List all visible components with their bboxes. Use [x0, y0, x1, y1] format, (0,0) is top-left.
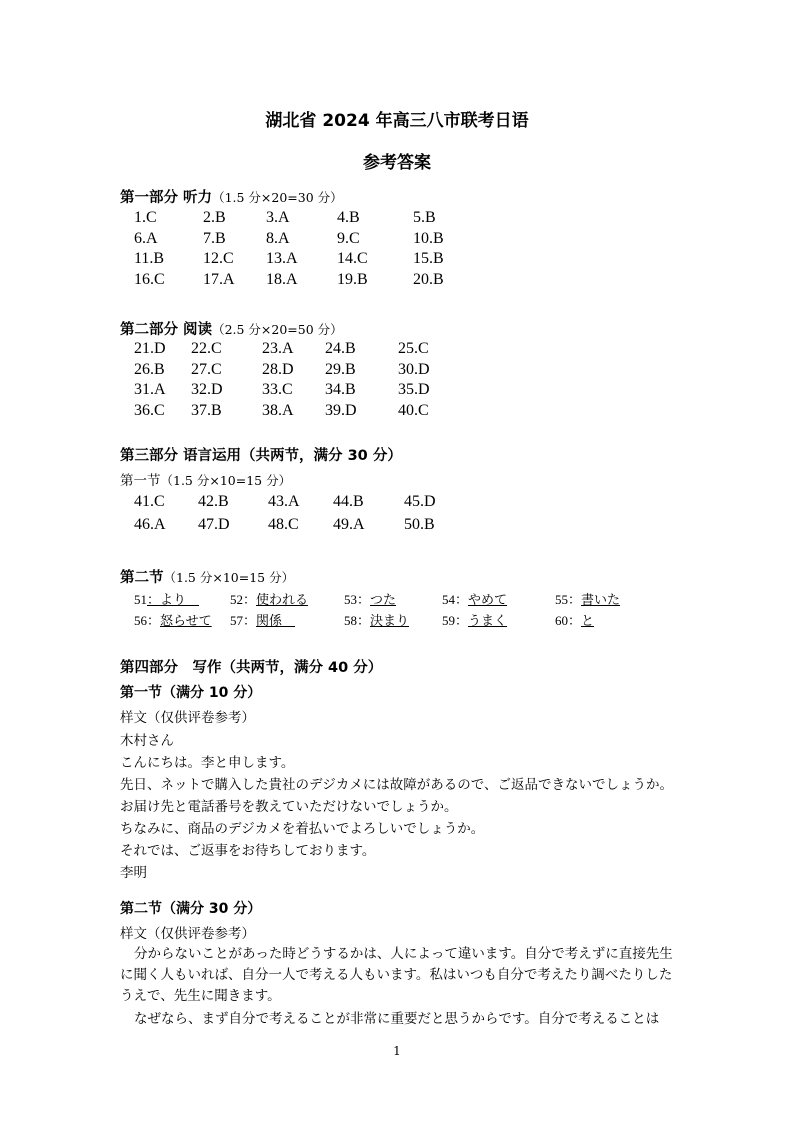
part3-sec2-title: 第二节 [120, 570, 164, 586]
blank-answer-item [442, 589, 507, 608]
blank-answer: 関係 [256, 613, 296, 628]
answer-item: 6.A [134, 229, 158, 247]
answer-item: 12.C [203, 250, 234, 268]
answer-item: 14.C [337, 250, 368, 268]
answer-item: 41.C [134, 493, 165, 510]
answer-item: 35.D [398, 381, 430, 399]
blank-answer: やめて [468, 592, 508, 607]
answer-item: 39.D [325, 402, 357, 420]
answer-item: 43.A [268, 493, 300, 510]
answer-item: 4.B [337, 209, 360, 226]
answer-item: 33.C [262, 381, 293, 399]
answer-item: 44.B [333, 493, 364, 510]
answer-item: 30.D [398, 360, 430, 378]
document-title: 湖北省 2024 年高三八市联考日语 [265, 111, 529, 131]
answer-item: 17.A [203, 271, 235, 289]
part1-heading [120, 186, 343, 207]
answer-item: 42.B [198, 493, 229, 510]
answer-item: 19.B [337, 271, 368, 289]
answer-item: 20.B [413, 271, 444, 289]
blank-number: 60： [555, 613, 582, 628]
part3-sec2-score-note: （1.5 分×10=15 分） [163, 570, 295, 585]
blank-number: 55： [555, 592, 582, 607]
answer-item: 46.A [134, 515, 166, 533]
answer-item: 34.B [325, 381, 356, 399]
part4-sec1-sample-label: 样文（仅供评卷参考） [120, 710, 255, 726]
blank-answer: つた [370, 592, 397, 607]
part1-title: 第一部分 听力 [120, 190, 213, 206]
answer-item: 2.B [203, 209, 226, 226]
blank-answer-item [344, 589, 396, 608]
part3-title: 第三部分 语言运用（共两节，满分 30 分） [120, 448, 402, 464]
part3-sec1-score-note: （1.5 分×10=15 分） [160, 473, 292, 488]
answer-item: 18.A [266, 271, 298, 289]
part4-sec1-heading: 第一节（满分 10 分） [120, 685, 262, 701]
blank-answer-item [134, 589, 199, 608]
answer-item: 47.D [198, 515, 230, 533]
answer-item: 3.A [266, 209, 290, 226]
blank-answer-item [344, 610, 409, 629]
answer-item: 37.B [191, 402, 222, 420]
answer-item: 36.C [134, 402, 165, 420]
blank-answer: と [581, 613, 595, 628]
answer-item: 7.B [203, 229, 226, 247]
answer-item: 40.C [398, 402, 429, 420]
part2-heading [120, 318, 343, 339]
letter-line: こんにちは。李と申します。 [120, 755, 295, 771]
answer-item: 1.C [134, 209, 157, 226]
answer-item: 26.B [134, 360, 165, 378]
blank-answer-item [230, 610, 295, 629]
blank-number: 57： [230, 613, 257, 628]
blank-number: 59： [442, 613, 469, 628]
blank-answer: 怒らせて [160, 613, 212, 628]
blank-number: 51 [134, 592, 147, 607]
essay-paragraph: なぜなら、まず自分で考えることが非常に重要だと思うからです。自分で考えることは [134, 1011, 660, 1027]
blank-number: 52： [230, 592, 257, 607]
letter-signature: 李明 [120, 865, 147, 881]
answer-item: 11.B [134, 250, 165, 268]
answer-item: 50.B [404, 515, 435, 533]
blank-answer: ：より [147, 592, 200, 607]
blank-answer: 書いた [581, 592, 621, 607]
blank-answer-item [134, 610, 212, 629]
answer-item: 8.A [266, 229, 290, 247]
answer-item: 29.B [325, 360, 356, 378]
part4-heading [120, 656, 382, 677]
blank-number: 53： [344, 592, 371, 607]
answer-item: 9.C [337, 229, 360, 247]
letter-line: それでは、ご返事をお待ちしております。 [120, 843, 376, 859]
answer-item: 48.C [268, 515, 299, 533]
answer-item: 22.C [191, 340, 222, 357]
letter-line: お届け先と電話番号を教えていただけないでしょうか。 [120, 799, 458, 815]
part3-heading [120, 444, 402, 465]
part3-sec1-heading [120, 469, 291, 489]
answer-item: 45.D [404, 493, 436, 510]
part4-sec2-sample-label: 样文（仅供评卷参考） [120, 926, 255, 942]
answer-item: 31.A [134, 381, 166, 399]
answer-item: 15.B [413, 250, 444, 268]
part2-score-note: （2.5 分×20=50 分） [212, 322, 343, 337]
blank-answer: うまく [468, 613, 508, 628]
answer-item: 24.B [325, 340, 356, 357]
blank-number: 58： [344, 613, 371, 628]
part4-sec2-heading: 第二节（满分 30 分） [120, 901, 262, 917]
essay-paragraph: 分からないことがあった時どうするかは、人によって違います。自分で考えずに直接先生に聞く人もいれば、自分一人で考える人もいます。私はいつも自分で考えたり調べたりしたうえで、先生に聞きます。 [120, 946, 673, 1004]
blank-number: 54： [442, 592, 469, 607]
blank-answer: 使われる [256, 592, 309, 607]
blank-answer: 決まり [370, 613, 410, 628]
letter-line: ちなみに、商品のデジカメを着払いでよろしいでしょうか。 [120, 821, 485, 837]
document-subtitle: 参考答案 [363, 153, 431, 173]
answer-item: 16.C [134, 271, 165, 289]
letter-line: 木村さん [120, 733, 174, 749]
blank-answer-item [230, 589, 308, 608]
answer-item: 25.C [398, 340, 429, 357]
blank-answer-item [555, 589, 620, 608]
answer-item: 5.B [413, 209, 436, 226]
part2-title: 第二部分 阅读 [120, 322, 213, 338]
part3-sec2-heading [120, 566, 294, 587]
answer-item: 13.A [266, 250, 298, 268]
blank-answer-item [442, 610, 507, 629]
answer-item: 10.B [413, 229, 444, 247]
answer-item: 21.D [134, 340, 166, 357]
answer-item: 23.A [262, 340, 294, 357]
answer-item: 28.D [262, 360, 294, 378]
page-number: 1 [393, 1044, 401, 1058]
answer-item: 32.D [191, 381, 223, 399]
letter-line: 先日、ネットで購入した貴社のデジカメには故障があるので、ご返品できないでしょうか。 [120, 777, 673, 793]
answer-item: 27.C [191, 360, 222, 378]
part4-title: 第四部分 写作（共两节，满分 40 分） [120, 660, 383, 676]
part1-score-note: （1.5 分×20=30 分） [212, 190, 343, 205]
answer-item: 49.A [333, 515, 365, 533]
blank-answer-item [555, 610, 594, 629]
answer-item: 38.A [262, 402, 294, 420]
part3-sec1-title: 第一节 [120, 473, 161, 489]
blank-number: 56： [134, 613, 161, 628]
